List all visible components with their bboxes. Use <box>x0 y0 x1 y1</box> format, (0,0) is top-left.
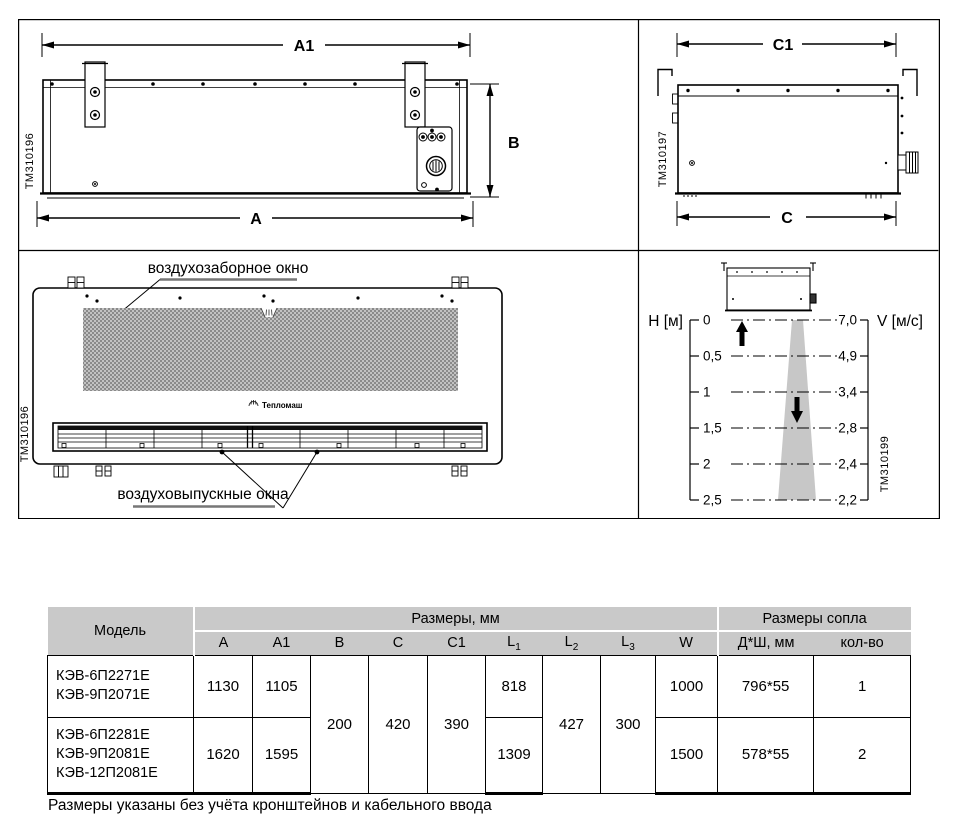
v-tick: 2,4 <box>838 456 857 472</box>
value-l1: 818 <box>486 655 543 717</box>
l-sub: 1 <box>515 641 521 653</box>
model-cell <box>48 717 194 793</box>
col-header-l2 <box>543 631 601 655</box>
h-axis-label: H [м] <box>648 313 683 330</box>
h-tick: 2 <box>703 456 711 472</box>
value-l1: 1309 <box>486 717 543 793</box>
footnote: Размеры указаны без учёта кронштейнов и кабельного ввода <box>48 797 492 814</box>
dim-arrowhead <box>42 42 54 49</box>
value-a: 1620 <box>194 717 253 793</box>
l-sub: 2 <box>572 641 579 653</box>
v-axis <box>860 320 868 500</box>
h-tick: 1,5 <box>703 420 722 436</box>
table-row <box>48 655 911 717</box>
col-header-model: Модель <box>48 607 194 655</box>
mini-unit <box>721 263 816 311</box>
col-group-dimensions: Размеры, мм <box>194 607 718 631</box>
model-name: КЭВ-9П2071Е <box>56 687 150 703</box>
value-count: 2 <box>814 717 911 793</box>
brand-logo <box>249 400 303 410</box>
v-tick: 3,4 <box>838 384 857 400</box>
model-name: КЭВ-6П2271Е <box>56 667 150 684</box>
dim-arrowhead <box>458 42 470 49</box>
dimensions-table <box>47 607 911 795</box>
value-nozzle: 796*55 <box>718 655 814 717</box>
dim-arrowhead <box>487 84 494 96</box>
col-header-a: A <box>194 631 253 655</box>
intake-window <box>83 308 458 391</box>
bottom-clip <box>54 466 467 477</box>
h-tick-labels <box>703 313 722 508</box>
col-header-c1: C1 <box>428 631 486 655</box>
intake-window-label: воздухозаборное окно <box>147 260 309 277</box>
dim-a1-label: A1 <box>293 38 315 55</box>
mounting-bracket <box>402 62 428 127</box>
dim-arrowhead <box>677 214 689 221</box>
col-header-b: B <box>311 631 369 655</box>
h-tick: 2,5 <box>703 492 722 508</box>
col-header-a1: A1 <box>253 631 311 655</box>
dim-arrowhead <box>677 41 689 48</box>
value-w: 1500 <box>656 717 718 793</box>
v-tick: 2,8 <box>838 420 857 436</box>
airflow-diagram <box>648 263 923 508</box>
drawing-code: TM310196 <box>24 132 36 190</box>
l-sub: 3 <box>629 641 635 653</box>
dim-c-label: C <box>781 210 793 227</box>
col-header-nozzle-count: кол-во <box>814 631 911 655</box>
value-l2: 427 <box>543 655 601 793</box>
v-axis-label: V [м/с] <box>877 313 923 330</box>
mounting-bracket <box>82 62 108 127</box>
dim-arrowhead <box>884 214 896 221</box>
dim-arrowhead <box>461 215 473 222</box>
technical-drawing-panels <box>18 19 940 519</box>
value-l3: 300 <box>601 655 656 793</box>
cable-gland <box>898 152 918 173</box>
outlet-grille <box>53 423 487 451</box>
drawing-code: TM310196 <box>19 405 31 463</box>
l-base: L <box>507 633 516 650</box>
model-name: КЭВ-6П2281Е <box>56 726 150 743</box>
l-base: L <box>621 633 630 650</box>
dim-b-label: B <box>508 135 520 152</box>
dim-a-label: A <box>250 211 262 228</box>
screw-dot <box>94 183 96 185</box>
value-w: 1000 <box>656 655 718 717</box>
v-tick-labels <box>838 313 857 508</box>
value-nozzle: 578*55 <box>718 717 814 793</box>
side-view-drawing <box>657 33 918 227</box>
intake-arrow-up <box>736 321 748 346</box>
value-a1: 1105 <box>253 655 311 717</box>
col-header-l1 <box>486 631 543 655</box>
col-header-nozzle-size: Д*Ш, мм <box>718 631 814 655</box>
rear-view-drawing <box>24 33 520 228</box>
electrical-box <box>417 127 452 191</box>
v-tick: 4,9 <box>838 348 857 364</box>
dim-arrowhead <box>487 185 494 197</box>
dim-arrowhead <box>37 215 49 222</box>
value-c: 420 <box>369 655 428 793</box>
brand-name: Тепломаш <box>262 401 303 410</box>
h-tick: 1 <box>703 384 711 400</box>
outlet-windows-label: воздуховыпускные окна <box>117 486 289 503</box>
model-name: КЭВ-9П2081Е <box>56 745 150 762</box>
value-count: 1 <box>814 655 911 717</box>
col-header-c: C <box>369 631 428 655</box>
v-tick: 2,2 <box>838 492 857 508</box>
value-b: 200 <box>311 655 369 793</box>
h-axis <box>690 320 699 500</box>
drawing-code: TM310197 <box>657 130 669 188</box>
value-c1: 390 <box>428 655 486 793</box>
front-view-drawing <box>19 260 502 508</box>
screw-dot <box>691 162 693 164</box>
h-tick: 0,5 <box>703 348 722 364</box>
value-a1: 1595 <box>253 717 311 793</box>
v-tick: 7,0 <box>838 312 857 328</box>
h-tick: 0 <box>703 312 711 328</box>
screw-dots <box>50 82 459 86</box>
screw-dot <box>885 162 887 164</box>
col-header-l3 <box>601 631 656 655</box>
col-header-w: W <box>656 631 718 655</box>
dim-arrowhead <box>884 41 896 48</box>
dim-c1-label: C1 <box>772 37 794 54</box>
col-group-nozzle: Размеры сопла <box>718 607 911 631</box>
model-cell <box>48 655 194 717</box>
drawing-code: TM310199 <box>879 435 891 493</box>
value-a: 1130 <box>194 655 253 717</box>
model-name: КЭВ-12П2081Е <box>56 765 158 782</box>
l-base: L <box>564 633 573 650</box>
